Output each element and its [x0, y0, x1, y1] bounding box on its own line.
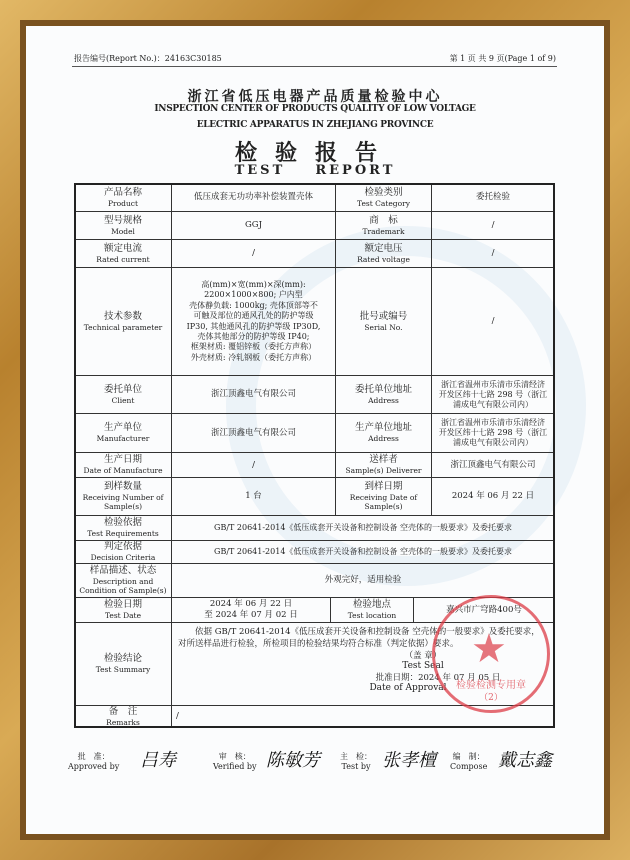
tech-line: 外壳材质: 冷轧钢板（委托方声称）	[190, 352, 317, 362]
label-cn: 生产日期	[103, 454, 142, 466]
label-test-date	[74, 597, 172, 623]
value-technical-parameter	[171, 267, 336, 376]
label-cn: 技术参数	[103, 310, 142, 322]
value-client: 浙江顶鑫电气有限公司	[171, 375, 336, 414]
label-cn: 编 制：	[452, 752, 485, 761]
label-en: Trademark	[362, 226, 405, 236]
summary-text: 依据 GB/T 20641-2014《低压成套开关设备和控制设备 空壳体的一般要求》及委托要求，对所送样品进行检验，所检项目的检验结果均符合标准（判定依据）要求。	[178, 627, 540, 650]
label-cn: 送样者	[369, 454, 398, 466]
seal-label-cn: （盖 章）	[404, 650, 442, 661]
label-receiving-date	[335, 477, 432, 516]
verified-by-label	[213, 752, 257, 773]
label-en: Address	[368, 434, 399, 444]
label-cn: 检验地点	[352, 599, 391, 611]
label-en: Manufacturer	[96, 434, 150, 444]
label-en: Remarks	[106, 717, 140, 727]
label-en: Serial No.	[364, 322, 403, 332]
tech-line: IP30, 其他通风孔的防护等级 IP30D,	[186, 321, 321, 331]
tech-line: 2200×1000×800; 户内型	[204, 290, 303, 300]
label-en: Verified by	[213, 762, 257, 772]
label-cn: 委托单位	[103, 383, 142, 395]
label-en: Product	[108, 198, 138, 208]
approved-signature: 吕寿	[140, 750, 176, 771]
label-cn: 委托单位地址	[354, 383, 412, 395]
label-cn: 商 标	[369, 214, 398, 226]
label-cn: 检验类别	[364, 186, 403, 198]
label-receiving-number	[74, 477, 172, 516]
label-technical-parameter	[74, 267, 172, 376]
label-client-address	[335, 375, 432, 414]
label-cn: 批号或编号	[359, 310, 408, 322]
value-manufacturer-address: 浙江省温州市乐清市乐清经济开发区纬十七路 298 号（浙江浦成电气有限公司内）	[431, 413, 555, 453]
label-deliverer	[335, 452, 432, 478]
value-model: GGJ	[171, 211, 336, 240]
label-decision-criteria	[74, 540, 172, 564]
label-cn: 额定电流	[103, 242, 142, 254]
label-client	[74, 375, 172, 414]
label-en: Description and Condition of Sample(s)	[79, 577, 167, 596]
value-receiving-number: 1 台	[171, 477, 336, 516]
value-client-address: 浙江省温州市乐清市乐清经济开发区纬十七路 298 号（浙江浦成电气有限公司内）	[431, 375, 555, 414]
report-number: 报告编号(Report No.)：24163C30185	[74, 54, 222, 63]
label-en: Address	[368, 395, 399, 405]
label-en: Client	[111, 395, 135, 405]
approved-by-label	[68, 752, 119, 773]
label-en: Decision Criteria	[90, 553, 156, 563]
official-seal	[432, 595, 550, 713]
label-en: Receiving Date of Sample(s)	[349, 493, 418, 512]
approval-date: 批准日期：2024 年 07 月 05 日	[375, 672, 501, 683]
value-decision-criteria: GB/T 20641-2014《低压成套开关设备和控制设备 空壳体的一般要求》及委托要求	[171, 540, 555, 564]
label-cn: 生产单位	[103, 422, 142, 434]
label-cn: 到样日期	[364, 481, 403, 493]
value-rated-voltage: /	[431, 239, 555, 268]
label-en: Date of Manufacture	[83, 466, 163, 476]
label-en: Test Date	[104, 611, 142, 621]
label-en: Test location	[347, 611, 397, 621]
label-cn: 生产单位地址	[354, 422, 412, 434]
label-en: Rated voltage	[357, 254, 410, 264]
label-cn: 产品名称	[103, 186, 142, 198]
value-test-category: 委托检验	[431, 183, 555, 212]
test-date-from: 2024 年 06 月 22 日	[209, 599, 293, 610]
page-number: 第 1 页 共 9 页(Page 1 of 9)	[449, 54, 556, 63]
label-cn: 样品描述、状态	[89, 565, 157, 577]
label-rated-voltage	[335, 239, 432, 268]
label-cn: 检验日期	[103, 599, 142, 611]
value-deliverer: 浙江顶鑫电气有限公司	[431, 452, 555, 478]
seal-label-en: Test Seal	[402, 661, 444, 672]
label-rated-current	[74, 239, 172, 268]
tech-line: 壳体其他部分的防护等级 IP40;	[197, 331, 310, 341]
doc-title-cn: 检验报告	[234, 140, 395, 166]
label-en: Sample(s) Deliverer	[345, 466, 422, 476]
label-manufacturer-address	[335, 413, 432, 453]
label-en: Test Category	[357, 198, 410, 208]
label-test-summary	[74, 622, 172, 706]
label-model	[74, 211, 172, 240]
label-en: Approved by	[68, 762, 120, 772]
label-en: Test Summary	[95, 665, 151, 675]
label-cn: 检验依据	[103, 517, 142, 529]
label-en: Rated current	[96, 254, 150, 264]
org-title-cn: 浙江省低压电器产品质量检验中心	[187, 89, 443, 105]
value-date-of-manufacture: /	[171, 452, 336, 478]
value-trademark: /	[431, 211, 555, 240]
label-cn: 主 检：	[340, 752, 372, 761]
value-test-location: 嘉兴市广穹路400号	[413, 597, 555, 623]
label-manufacturer	[74, 413, 172, 453]
test-date-to: 至 2024 年 07 月 02 日	[204, 610, 298, 620]
tech-line: 高(mm)×宽(mm)×深(mm):	[201, 279, 306, 289]
seal-text: 检验检测专用章	[456, 680, 526, 691]
label-serial-no	[335, 267, 432, 376]
org-title-en-2: ELECTRIC APPARATUS IN ZHEJIANG PROVINCE	[196, 120, 434, 130]
label-cn: 审 核：	[218, 752, 251, 761]
label-en: Test Requirements	[87, 529, 159, 539]
tech-line: 框架材质: 覆铝锌板（委托方声称）	[190, 342, 317, 352]
label-en: Model	[111, 226, 135, 236]
label-product	[74, 183, 172, 212]
header-divider	[72, 66, 557, 67]
approval-date-label: Date of Approval	[369, 683, 447, 694]
tech-line: 壳体静负载: 1000kg; 壳体顶部等不	[189, 300, 318, 310]
value-test-date	[171, 597, 331, 623]
label-en: Technical parameter	[83, 322, 163, 332]
label-description	[74, 563, 172, 598]
label-en: Receiving Number of Sample(s)	[82, 493, 164, 512]
compose-signature: 戴志鑫	[498, 750, 552, 771]
label-trademark	[335, 211, 432, 240]
value-rated-current: /	[171, 239, 336, 268]
label-en: Test by	[341, 762, 371, 772]
verified-signature: 陈敏芳	[266, 750, 320, 771]
value-product: 低压成套无功功率补偿装置壳体	[171, 183, 336, 212]
label-cn: 检验结论	[103, 653, 142, 665]
label-cn: 到样数量	[103, 481, 142, 493]
label-cn: 型号规格	[103, 214, 142, 226]
label-test-category	[335, 183, 432, 212]
value-serial-no: /	[431, 267, 555, 376]
label-en: Compose	[450, 762, 488, 772]
value-remarks: /	[171, 705, 555, 728]
seal-star-icon: ★	[471, 626, 507, 672]
label-cn: 批 准：	[77, 752, 110, 761]
label-remarks	[74, 705, 172, 728]
doc-title-en: TEST REPORT	[234, 163, 396, 178]
value-description: 外观完好，适用检验	[171, 563, 555, 598]
value-receiving-date: 2024 年 06 月 22 日	[431, 477, 555, 516]
tech-line: 可触及部位的通风孔处的防护等级	[193, 311, 314, 321]
org-title-en-1: INSPECTION CENTER OF PRODUCTS QUALITY OF LOW VOLTAGE	[154, 104, 476, 114]
seal-number: （2）	[479, 693, 503, 703]
label-cn: 备 注	[108, 705, 138, 717]
value-test-requirements: GB/T 20641-2014《低压成套开关设备和控制设备 空壳体的一般要求》及委托要求	[171, 515, 555, 541]
label-test-location	[330, 597, 414, 623]
label-test-requirements	[74, 515, 172, 541]
value-manufacturer: 浙江顶鑫电气有限公司	[171, 413, 336, 453]
test-by-label	[340, 752, 372, 773]
label-cn: 判定依据	[103, 541, 142, 553]
compose-label	[450, 752, 487, 773]
label-date-of-manufacture	[74, 452, 172, 478]
label-cn: 额定电压	[364, 242, 403, 254]
test-signature: 张孝檀	[382, 750, 436, 771]
